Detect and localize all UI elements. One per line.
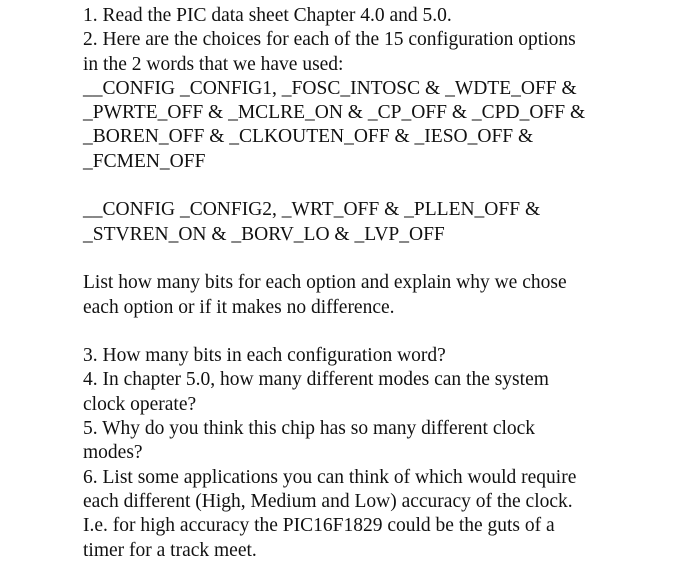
- spacer: [83, 174, 693, 198]
- config1-line-2: _PWRTE_OFF & _MCLRE_ON & _CP_OFF & _CPD_OFF &: [83, 102, 586, 124]
- question-4-line-1: 4. In chapter 5.0, how many different modes can the system: [83, 369, 549, 391]
- spacer: [83, 247, 693, 271]
- instruction-line-2: each option or if it makes no difference.: [83, 296, 395, 318]
- question-6-line-4: timer for a track meet.: [83, 539, 257, 561]
- question-5-line-2: modes?: [83, 442, 143, 464]
- question-6-line-1: 6. List some applications you can think of which would require: [83, 466, 577, 488]
- question-2-line-2: in the 2 words that we have used:: [83, 53, 344, 75]
- question-4-line-2: clock operate?: [83, 393, 197, 415]
- question-1: 1. Read the PIC data sheet Chapter 4.0 and 5.0.: [83, 5, 452, 26]
- question-2-line-1: 2. Here are the choices for each of the 15 configuration options: [83, 29, 576, 51]
- question-6-line-2: each different (High, Medium and Low) accuracy of the clock.: [83, 490, 573, 512]
- config1-line-4: _FCMEN_OFF: [83, 150, 206, 172]
- question-5-line-1: 5. Why do you think this chip has so many different clock: [83, 418, 536, 440]
- config1-line-1: __CONFIG _CONFIG1, _FOSC_INTOSC & _WDTE_OFF &: [83, 77, 577, 99]
- instruction-line-1: List how many bits for each option and explain why we chose: [83, 272, 567, 294]
- spacer: [83, 320, 693, 344]
- question-3: 3. How many bits in each configuration word?: [83, 345, 446, 367]
- document-body: [83, 4, 693, 563]
- config2-line-2: _STVREN_ON & _BORV_LO & _LVP_OFF: [83, 223, 445, 245]
- question-6-line-3: I.e. for high accuracy the PIC16F1829 could be the guts of a: [83, 515, 555, 537]
- config2-line-1: __CONFIG _CONFIG2, _WRT_OFF & _PLLEN_OFF &: [83, 199, 541, 221]
- config1-line-3: _BOREN_OFF & _CLKOUTEN_OFF & _IESO_OFF &: [83, 126, 534, 148]
